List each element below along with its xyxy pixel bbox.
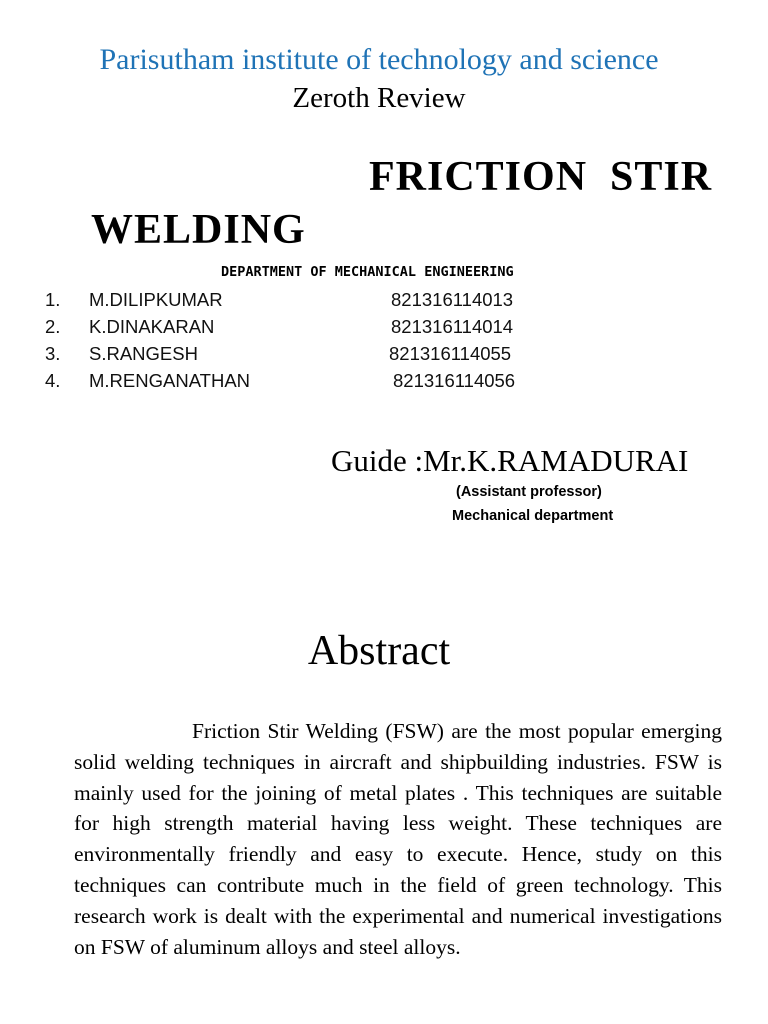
student-number: 3. [45,343,61,364]
project-title-line2: WELDING [91,207,306,253]
student-row [0,341,768,368]
student-register-number: 821316114013 [391,289,514,310]
abstract-body: Friction Stir Welding (FSW) are the most popular emerging solid welding techniques in aircraft and shipbuilding industries. FSW is mainly used for the joining of metal plates . This techniques are suitable for high strength material having less weight. These techniques are environmentally friendly and easy to execute. Hence, study on this techniques can contribute much in the field of green technology. This research work is dealt with the experimental and numerical investigations on FSW of aluminum alloys and steel alloys. [74,719,722,959]
project-title-line1: FRICTION STIR [369,154,713,200]
student-name: M.RENGANATHAN [89,370,251,391]
student-row [0,287,768,314]
student-name: K.DINAKARAN [89,316,215,337]
student-name: S.RANGESH [89,343,198,364]
department-name: DEPARTMENT OF MECHANICAL ENGINEERING [221,264,514,280]
guide-name: Guide :Mr.K.RAMADURAI [331,443,689,478]
student-register-number: 821316114056 [393,370,516,391]
student-number: 4. [45,370,61,391]
guide-department: Mechanical department [452,508,614,524]
abstract-heading: Abstract [307,628,451,674]
student-list [0,287,768,395]
review-title: Zeroth Review [292,82,466,114]
student-name: M.DILIPKUMAR [89,289,223,310]
student-number: 2. [45,316,61,337]
institute-name: Parisutham institute of technology and science [99,43,659,76]
student-row [0,314,768,341]
student-register-number: 821316114055 [389,343,512,364]
student-number: 1. [45,289,61,310]
student-register-number: 821316114014 [391,316,514,337]
guide-role: (Assistant professor) [456,484,602,500]
student-row [0,368,768,395]
